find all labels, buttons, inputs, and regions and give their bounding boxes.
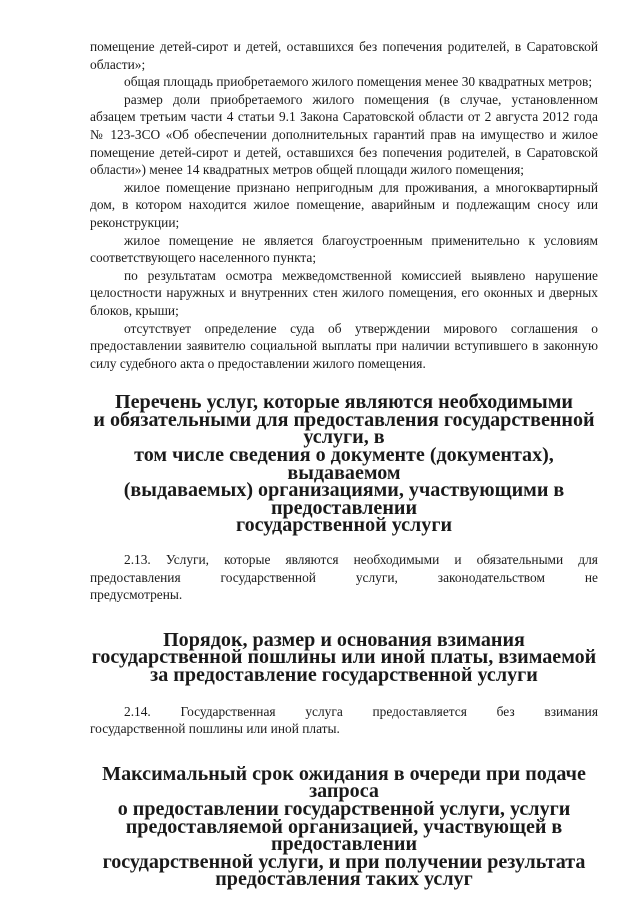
heading-line: Перечень услуг, которые являются необходимыми (115, 391, 573, 414)
paragraph-2-13 (90, 551, 598, 604)
word: государственной (220, 569, 316, 585)
word: Услуги, (165, 552, 210, 568)
word: и (454, 552, 462, 568)
paragraph-2-14 (90, 703, 598, 738)
word: услуга (305, 703, 343, 719)
word: необходимыми (353, 552, 440, 568)
word: услуги, (355, 569, 398, 585)
word: Государственная (180, 703, 276, 719)
heading-line: государственной пошлины или иной платы, взимаемой (91, 646, 597, 669)
heading-line: о предоставлении государственной услуги, услуги (117, 797, 571, 820)
heading-line: и обязательными для предоставления государственной услуги, в (93, 408, 595, 449)
paragraph-total-area: общая площадь приобретаемого жилого помещения менее 30 квадратных метров; (124, 74, 593, 90)
paragraph-line (90, 551, 598, 569)
word: 2.13. (124, 552, 151, 568)
paragraph-not-comfortable: жилое помещение не является благоустроенным применительно к условиям соответствующего населенного пункта; (90, 232, 598, 266)
heading-line: предоставления таких услуг (215, 868, 473, 891)
word: для (578, 552, 598, 568)
word: без (496, 703, 515, 719)
paragraph-inspection: по результатам осмотра межведомственной комиссией выявлено нарушение целостности наружных и внутренних стен жилого помещения, его оконных и дверных блоков, крыши; (90, 267, 598, 318)
word: являются (285, 552, 339, 568)
word: 2.14. (124, 703, 151, 719)
paragraph-unfit-housing: жилое помещение признано непригодным для проживания, а многоквартирный дом, в котором находится жилое помещение, аварийным и подлежащим сносу или реконструкции; (90, 179, 598, 230)
word: законодательством (437, 569, 545, 585)
heading-line: за предоставление государственной услуги (150, 664, 538, 686)
word: предоставляется (372, 703, 467, 719)
word: обязательными (476, 552, 564, 568)
heading-line: Максимальный срок ожидания в очереди при подаче запроса (102, 762, 586, 803)
section-heading-required-services (90, 391, 598, 537)
heading-line: предоставляемой организацией, участвующей в предоставлении (125, 815, 563, 856)
word: предоставления (90, 569, 181, 585)
heading-line: том числе сведения о документе (документах), выдаваемом (134, 444, 554, 484)
heading-line: (выдаваемых) организациями, участвующими в предоставлении (123, 479, 565, 519)
section-heading-max-waiting-time (90, 762, 598, 891)
paragraph-continuation: помещение детей-сирот и детей, оставшихся без попечения родителей, в Саратовской области»; (90, 39, 598, 72)
paragraph-court-decision: отсутствует определение суда об утверждении мирового соглашения о предоставлении заявителю социальной выплаты при наличии вступившего в законную силу судебного акта о предоставлении жилого помещения. (90, 320, 598, 371)
paragraph-line: государственной пошлины или иной платы. (90, 721, 340, 737)
paragraph-share-size: размер доли приобретаемого жилого помещения (в случае, установленном абзацем третьим части 4 статьи 9.1 Закона Саратовской области от 2 августа 2012 года № 123-ЗСО «Об обеспечении дополнительных гарантий прав на имущество и жилое помещение детей-сирот и детей, оставшихся без попечения родителей, в Саратовской области») менее 14 квадратных метров общей площади жилого помещения; (90, 91, 598, 178)
paragraph-line (90, 569, 598, 587)
word: не (584, 569, 598, 585)
word: взимания (544, 703, 598, 719)
document-page (90, 38, 598, 889)
section-heading-state-fee (90, 628, 598, 686)
paragraph-line: предусмотрены. (90, 587, 183, 603)
word: которые (224, 552, 271, 568)
paragraph-line (90, 703, 598, 721)
heading-line: Порядок, размер и основания взимания (163, 628, 525, 651)
heading-line: государственной услуги (235, 514, 453, 537)
heading-line: государственной услуги, и при получении результата (102, 850, 586, 873)
